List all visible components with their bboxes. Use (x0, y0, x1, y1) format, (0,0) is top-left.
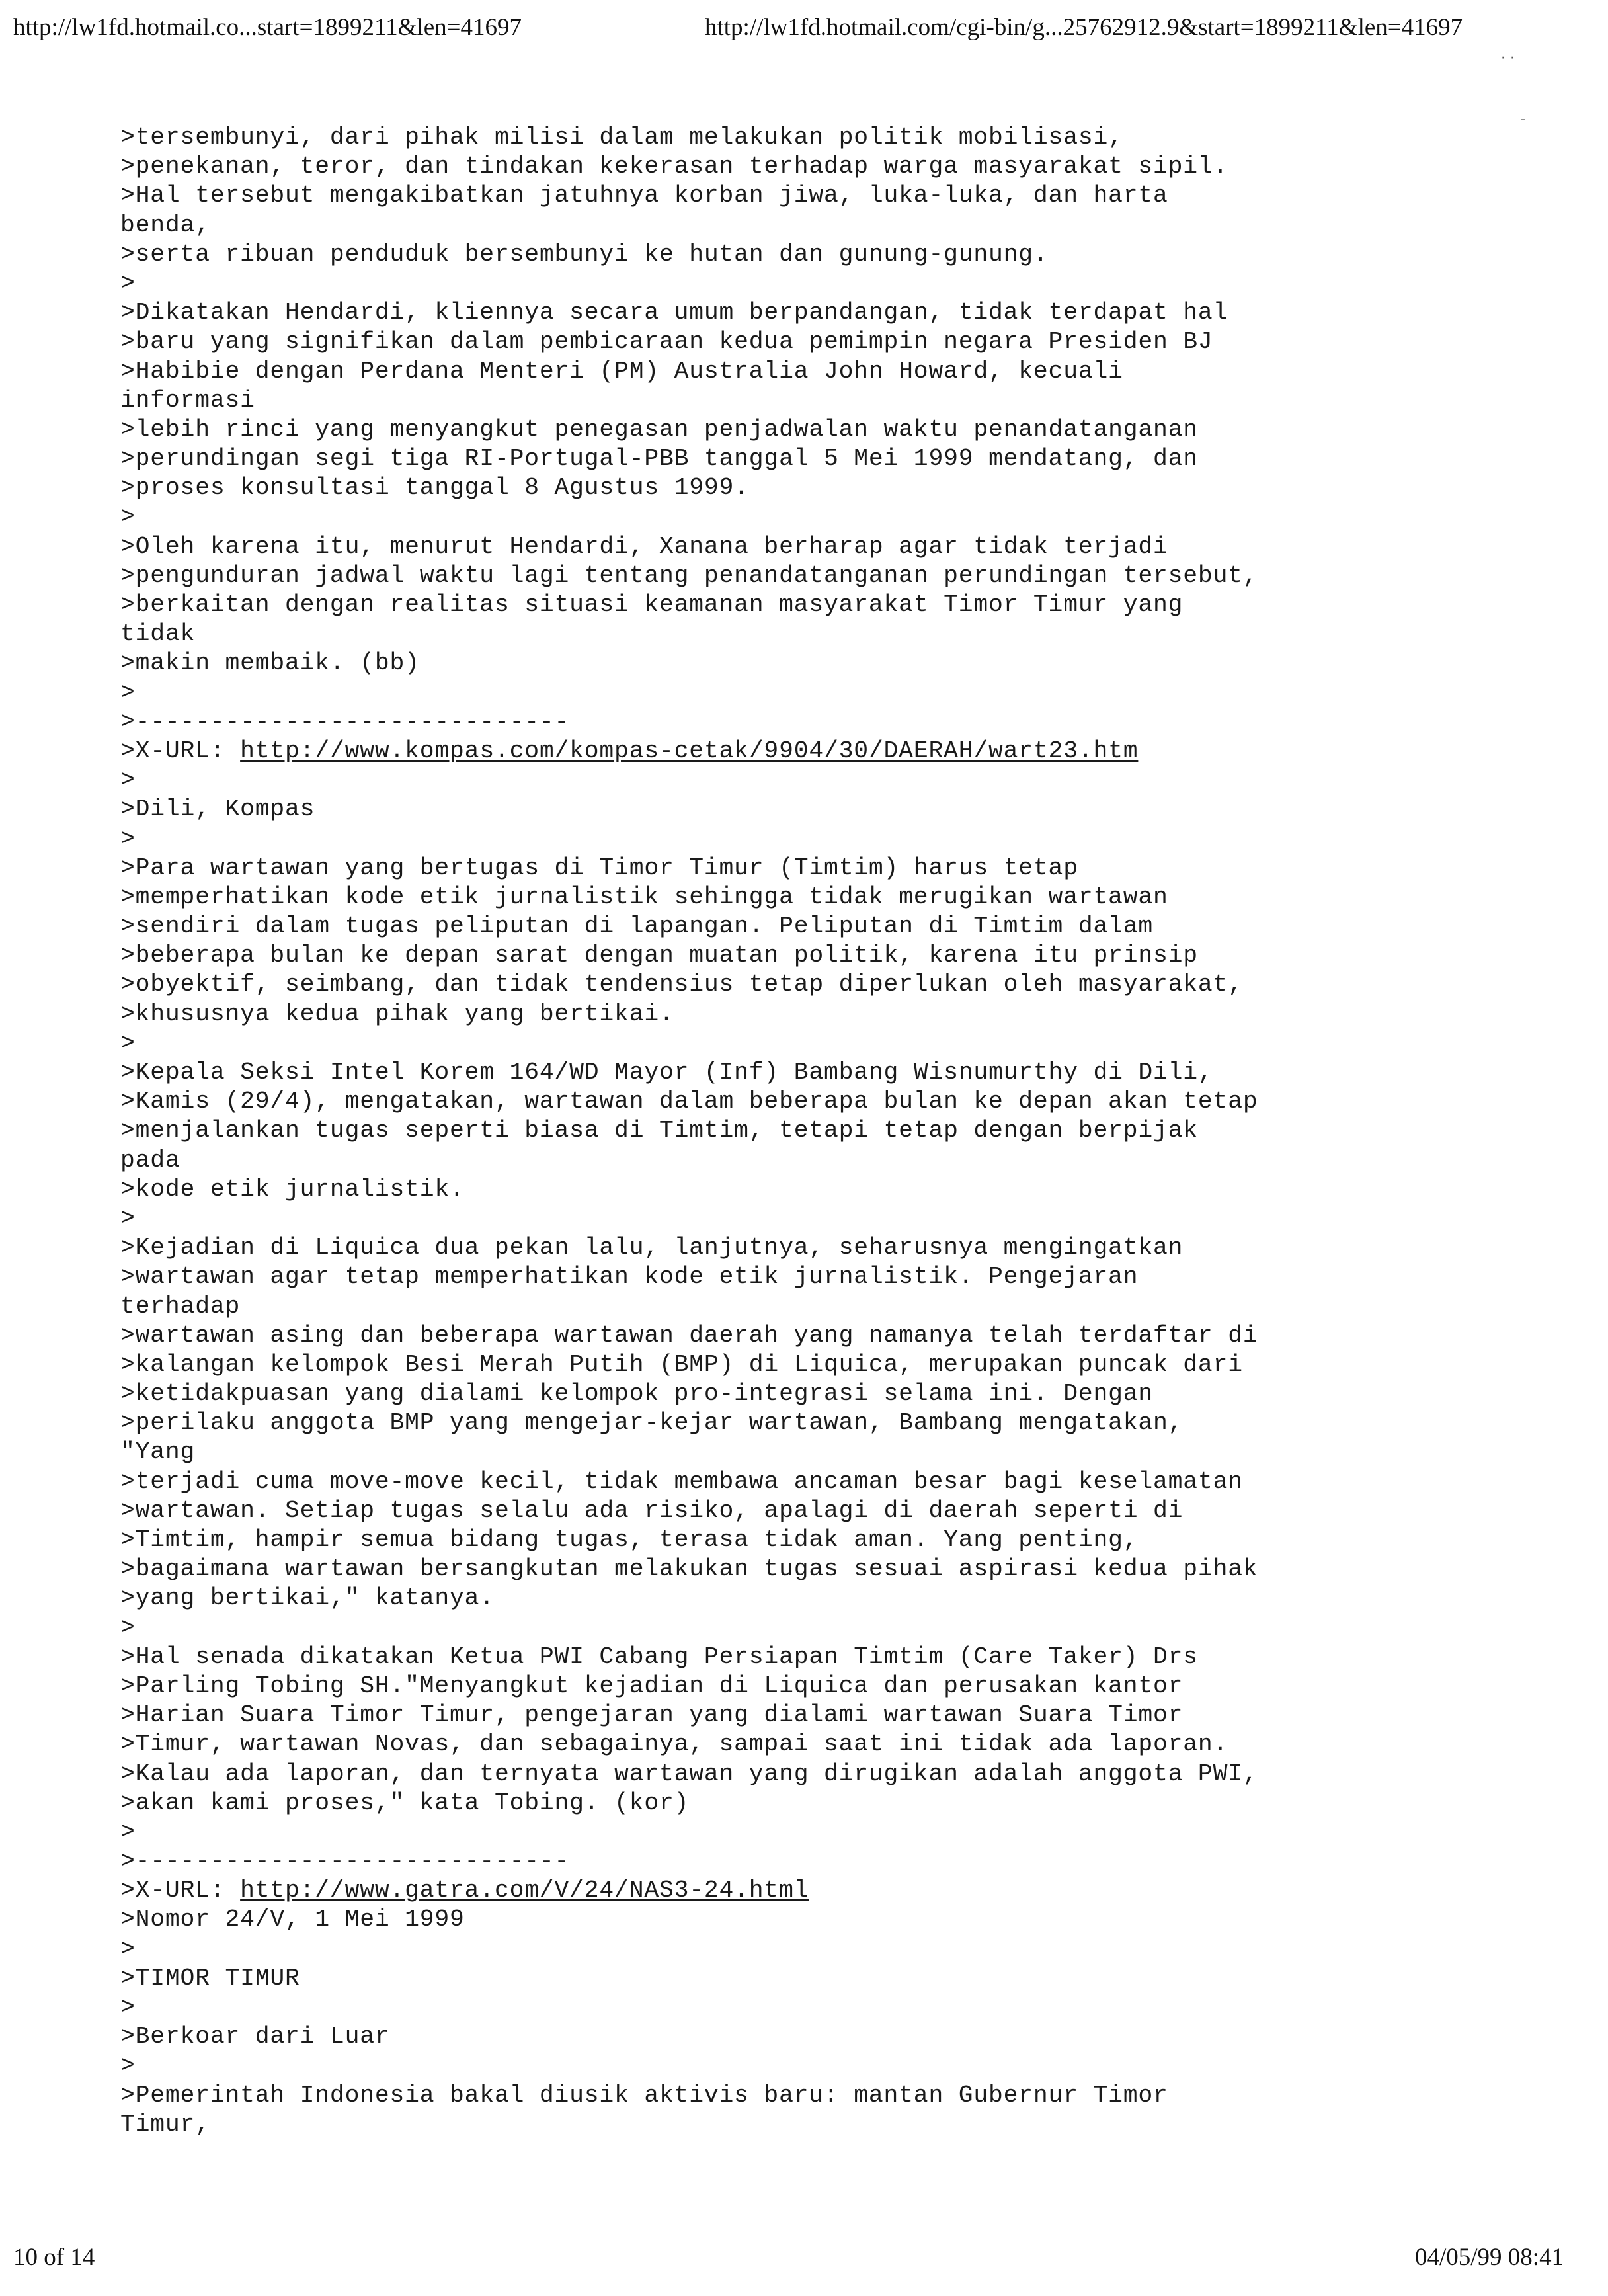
line-text: >khususnya kedua pihak yang bertikai. (120, 1000, 674, 1028)
line-text: >sendiri dalam tugas peliputan di lapangan. Peliputan di Timtim dalam (120, 913, 1154, 940)
line-text: > (120, 1994, 136, 2021)
line-text: >Kalau ada laporan, dan ternyata wartawan yang dirugikan adalah anggota PWI, (120, 1760, 1258, 1787)
line-text: >Kepala Seksi Intel Korem 164/WD Mayor (Inf) Bambang Wisnumurthy di Dili, (120, 1059, 1213, 1086)
text-line (120, 1760, 1575, 1789)
line-text: benda, (120, 211, 210, 239)
line-text: >lebih rinci yang menyangkut penegasan penjadwalan waktu penandatanganan (120, 415, 1198, 443)
line-text: Timur, (120, 2110, 210, 2138)
line-text: > (120, 1204, 136, 1232)
text-line (120, 1292, 1575, 1321)
text-line (120, 1438, 1575, 1467)
page-indicator: 10 of 14 (13, 2244, 95, 2271)
line-text: >X-URL: (120, 737, 241, 764)
text-line (120, 2081, 1575, 2110)
line-text: terhadap (120, 1292, 241, 1320)
text-line (120, 1818, 1575, 1847)
text-line (120, 1350, 1575, 1379)
line-text: > (120, 503, 136, 531)
text-line (120, 2110, 1575, 2139)
text-line (120, 1672, 1575, 1701)
url-line (120, 737, 1575, 766)
text-line (120, 503, 1575, 532)
text-line (120, 1847, 1575, 1876)
line-text: >Pemerintah Indonesia bakal diusik aktivis baru: mantan Gubernur Timor (120, 2081, 1168, 2109)
text-line (120, 1204, 1575, 1233)
line-text: >Para wartawan yang bertugas di Timor Timur (Timtim) harus tetap (120, 854, 1078, 882)
line-text: >menjalankan tugas seperti biasa di Timtim, tetapi tetap dengan berpijak (120, 1117, 1198, 1145)
line-text: > (120, 269, 136, 297)
scan-speck: · · (1501, 50, 1515, 67)
line-text: >baru yang signifikan dalam pembicaraan kedua pemimpin negara Presiden BJ (120, 328, 1213, 356)
text-line (120, 1905, 1575, 1934)
text-line (120, 1935, 1575, 1964)
line-text: >terjadi cuma move-move kecil, tidak membawa ancaman besar bagi keselamatan (120, 1467, 1243, 1495)
text-line (120, 649, 1575, 678)
text-line (120, 240, 1575, 269)
text-line (120, 1321, 1575, 1350)
line-text: >Timur, wartawan Novas, dan sebagainya, sampai saat ini tidak ada laporan. (120, 1731, 1228, 1758)
line-text: "Yang (120, 1438, 196, 1466)
text-line (120, 1701, 1575, 1730)
text-line (120, 1789, 1575, 1818)
text-line (120, 1643, 1575, 1672)
line-text: >Parling Tobing SH."Menyangkut kejadian di Liquica dan perusakan kantor (120, 1672, 1184, 1700)
line-text: >pengunduran jadwal waktu lagi tentang penandatanganan perundingan tersebut, (120, 561, 1258, 589)
email-body (120, 123, 1575, 2139)
line-text: >perilaku anggota BMP yang mengejar-kejar wartawan, Bambang mengatakan, (120, 1409, 1184, 1437)
line-text: > (120, 1029, 136, 1057)
line-text: >Oleh karena itu, menurut Hendardi, Xanana berharap agar tidak terjadi (120, 532, 1168, 560)
line-text: >berkaitan dengan realitas situasi keamanan masyarakat Timor Timur yang (120, 591, 1184, 618)
line-text: >Dikatakan Hendardi, kliennya secara umum berpandangan, tidak terdapat hal (120, 299, 1228, 327)
line-text: >perundingan segi tiga RI-Portugal-PBB tanggal 5 Mei 1999 mendatang, dan (120, 445, 1198, 473)
line-text: >yang bertikai," katanya. (120, 1584, 495, 1612)
line-text: >akan kami proses," kata Tobing. (kor) (120, 1789, 690, 1817)
text-line (120, 795, 1575, 824)
text-line (120, 2051, 1575, 2080)
line-text: >Nomor 24/V, 1 Mei 1999 (120, 1906, 465, 1934)
text-line (120, 386, 1575, 415)
line-text: >----------------------------- (120, 1848, 570, 1875)
line-text: > (120, 766, 136, 794)
header-right-url: http://lw1fd.hotmail.com/cgi-bin/g...25762912.9&start=1899211&len=41697 (705, 14, 1463, 41)
text-line (120, 883, 1575, 912)
line-text: > (120, 825, 136, 852)
text-line (120, 1964, 1575, 1993)
text-line (120, 211, 1575, 240)
text-line (120, 1730, 1575, 1759)
text-line (120, 1526, 1575, 1555)
line-text: informasi (120, 386, 255, 414)
text-line (120, 1467, 1575, 1496)
header-left-url: http://lw1fd.hotmail.co...start=1899211&len=41697 (13, 14, 522, 41)
text-line (120, 327, 1575, 356)
text-line (120, 1993, 1575, 2022)
text-line (120, 1175, 1575, 1204)
line-text: > (120, 1614, 136, 1641)
text-line (120, 444, 1575, 473)
text-line (120, 854, 1575, 883)
text-line (120, 825, 1575, 854)
text-line (120, 1496, 1575, 1526)
text-line (120, 415, 1575, 444)
line-text: >kalangan kelompok Besi Merah Putih (BMP) di Liquica, merupakan puncak dari (120, 1350, 1243, 1378)
text-line (120, 1379, 1575, 1409)
line-text: tidak (120, 620, 196, 648)
text-line (120, 941, 1575, 970)
text-line (120, 2022, 1575, 2051)
url-line (120, 1876, 1575, 1905)
line-text: > (120, 1818, 136, 1846)
text-line (120, 269, 1575, 298)
text-line (120, 1584, 1575, 1613)
line-text: >serta ribuan penduduk bersembunyi ke hutan dan gunung-gunung. (120, 240, 1049, 268)
text-line (120, 152, 1575, 181)
line-text: pada (120, 1146, 181, 1174)
text-line (120, 678, 1575, 708)
text-line (120, 1000, 1575, 1029)
line-text: >Habibie dengan Perdana Menteri (PM) Australia John Howard, kecuali (120, 357, 1123, 385)
line-text: >wartawan agar tetap memperhatikan kode etik jurnalistik. Pengejaran (120, 1263, 1139, 1291)
text-line (120, 561, 1575, 591)
text-line (120, 591, 1575, 620)
line-text: >beberapa bulan ke depan sarat dengan muatan politik, karena itu prinsip (120, 942, 1198, 969)
text-line (120, 912, 1575, 941)
text-line (120, 1146, 1575, 1175)
line-text: >bagaimana wartawan bersangkutan melakukan tugas sesuai aspirasi kedua pihak (120, 1555, 1258, 1583)
line-text: >Hal tersebut mengakibatkan jatuhnya korban jiwa, luka-luka, dan harta (120, 182, 1168, 210)
text-line (120, 1233, 1575, 1262)
line-text: >X-URL: (120, 1877, 241, 1905)
line-text: >penekanan, teror, dan tindakan kekerasan terhadap warga masyarakat sipil. (120, 153, 1228, 181)
text-line (120, 473, 1575, 503)
line-text: >----------------------------- (120, 708, 570, 735)
x-url-link[interactable]: http://www.gatra.com/V/24/NAS3-24.html (240, 1877, 809, 1905)
line-text: >Berkoar dari Luar (120, 2023, 390, 2051)
text-line (120, 620, 1575, 649)
line-text: >makin membaik. (bb) (120, 649, 420, 677)
line-text: > (120, 2052, 136, 2080)
line-text: >proses konsultasi tanggal 8 Agustus 1999. (120, 474, 749, 502)
x-url-link[interactable]: http://www.kompas.com/kompas-cetak/9904/30/DAERAH/wart23.htm (240, 737, 1139, 764)
text-line (120, 1555, 1575, 1584)
text-line (120, 970, 1575, 999)
line-text: >Kejadian di Liquica dua pekan lalu, lanjutnya, seharusnya mengingatkan (120, 1234, 1184, 1262)
line-text: >obyektif, seimbang, dan tidak tendensius tetap diperlukan oleh masyarakat, (120, 971, 1243, 999)
line-text: >ketidakpuasan yang dialami kelompok pro-integrasi selama ini. Dengan (120, 1380, 1154, 1408)
line-text: >TIMOR TIMUR (120, 1964, 300, 1992)
line-text: >wartawan asing dan beberapa wartawan daerah yang namanya telah terdaftar di (120, 1321, 1258, 1349)
line-text: >Hal senada dikatakan Ketua PWI Cabang Persiapan Timtim (Care Taker) Drs (120, 1643, 1198, 1670)
line-text: >Timtim, hampir semua bidang tugas, terasa tidak aman. Yang penting, (120, 1526, 1139, 1553)
line-text: >Kamis (29/4), mengatakan, wartawan dalam beberapa bulan ke depan akan tetap (120, 1088, 1258, 1116)
line-text: > (120, 1935, 136, 1963)
line-text: >kode etik jurnalistik. (120, 1175, 465, 1203)
text-line (120, 1614, 1575, 1643)
text-line (120, 766, 1575, 795)
text-line (120, 181, 1575, 210)
text-line (120, 357, 1575, 386)
text-line (120, 532, 1575, 561)
line-text: >Dili, Kompas (120, 796, 315, 823)
line-text: >tersembunyi, dari pihak milisi dalam melakukan politik mobilisasi, (120, 124, 1123, 151)
text-line (120, 1029, 1575, 1058)
text-line (120, 1087, 1575, 1116)
line-text: >memperhatikan kode etik jurnalistik sehingga tidak merugikan wartawan (120, 883, 1168, 911)
text-line (120, 123, 1575, 152)
text-line (120, 1409, 1575, 1438)
scan-speck: - (1521, 111, 1526, 127)
text-line (120, 1116, 1575, 1145)
print-datetime: 04/05/99 08:41 (1415, 2244, 1564, 2271)
line-text: >wartawan. Setiap tugas selalu ada risiko, apalagi di daerah seperti di (120, 1496, 1184, 1524)
line-text: >Harian Suara Timor Timur, pengejaran yang dialami wartawan Suara Timor (120, 1702, 1184, 1729)
line-text: > (120, 678, 136, 706)
text-line (120, 708, 1575, 737)
text-line (120, 298, 1575, 327)
text-line (120, 1058, 1575, 1087)
text-line (120, 1262, 1575, 1292)
